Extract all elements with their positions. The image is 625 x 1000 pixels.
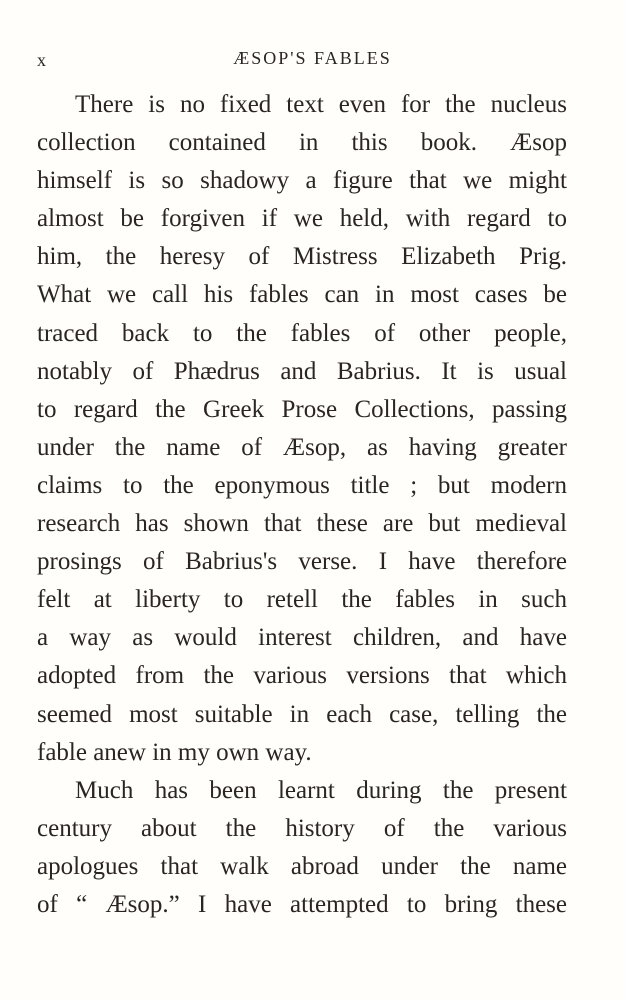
text-line: a way as would interest children, and have [37,624,567,652]
running-title: ÆSOP'S FABLES [233,48,392,68]
text-line: to regard the Greek Prose Collections, passing [37,395,567,423]
text-line: under the name of Æsop, as having greater [37,433,567,461]
text-line: almost be forgiven if we held, with regard to [37,205,567,233]
text-line: of “ Æsop.” I have attempted to bring these [37,890,567,918]
paragraph-1 [37,86,567,772]
text-line: apologues that walk abroad under the name [37,852,567,880]
text-line: himself is so shadowy a figure that we might [37,167,567,195]
text-line: fable anew in my own way. [37,738,312,766]
text-line: century about the history of the various [37,814,567,842]
text-line: seemed most suitable in each case, telling the [37,700,567,728]
page-number: x [37,50,47,70]
text-line: There is no fixed text even for the nucleus [75,91,567,118]
text-line: claims to the eponymous title ; but modern [37,471,567,499]
paragraph-2 [37,772,567,924]
text-line: research has shown that these are but medieval [37,510,567,538]
text-line: him, the heresy of Mistress Elizabeth Prig. [37,243,567,271]
body-text [37,86,567,924]
text-line: felt at liberty to retell the fables in such [37,586,567,614]
text-line: prosings of Babrius's verse. I have therefore [37,548,567,576]
text-line: adopted from the various versions that which [37,662,567,690]
text-line: Much has been learnt during the present [75,776,567,804]
text-line: collection contained in this book. Æsop [37,129,567,157]
text-line: notably of Phædrus and Babrius. It is usual [37,357,567,385]
text-line: traced back to the fables of other people, [37,319,567,347]
text-line: What we call his fables can in most cases be [37,281,567,309]
